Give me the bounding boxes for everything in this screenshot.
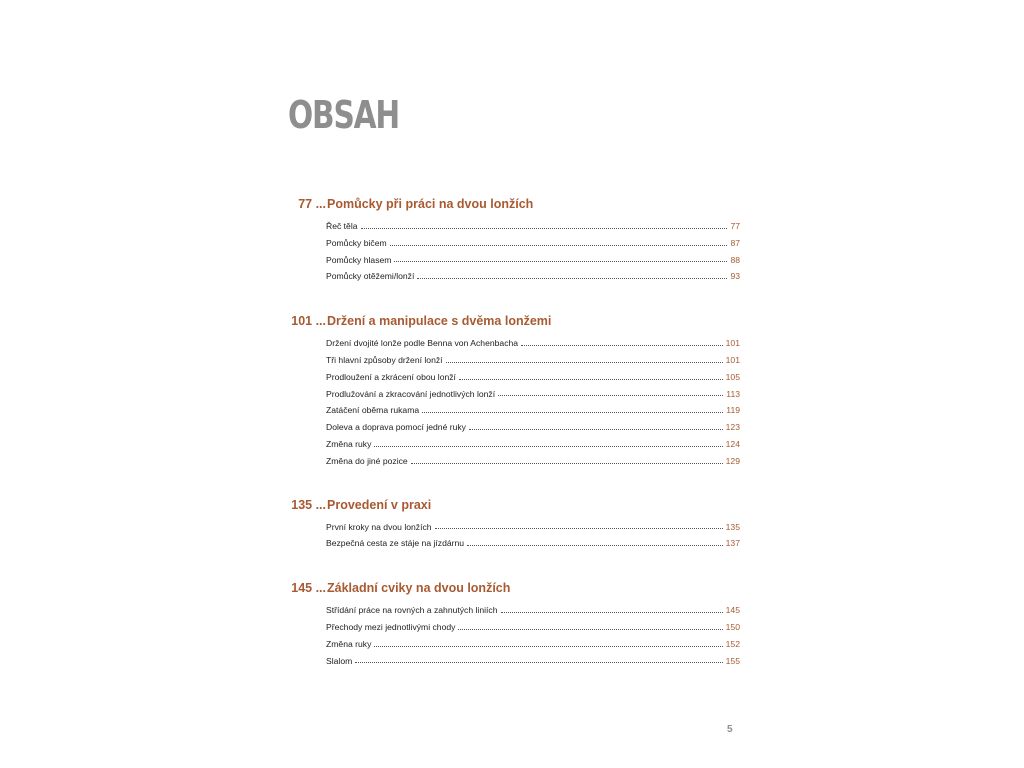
toc-entry[interactable] — [326, 436, 740, 453]
dot-leader — [458, 628, 722, 630]
dot-leader — [435, 527, 723, 529]
dot-leader — [467, 544, 723, 546]
entry-page-number: 87 — [730, 237, 740, 248]
toc-entry[interactable] — [326, 218, 740, 235]
entry-page-number: 119 — [726, 405, 740, 416]
dot-leader — [521, 344, 723, 346]
entry-page-number: 155 — [725, 655, 740, 666]
toc-entry[interactable] — [326, 619, 740, 636]
dot-leader — [501, 611, 723, 613]
toc-entry[interactable] — [326, 335, 740, 352]
section-heading[interactable] — [280, 195, 740, 213]
dot-leader — [411, 462, 723, 464]
toc-entry[interactable] — [326, 602, 740, 619]
entry-title: Prodloužení a zkrácení obou lonží — [326, 371, 456, 382]
entry-page-number: 129 — [725, 455, 740, 466]
section-entries — [326, 602, 740, 669]
entry-page-number: 137 — [725, 538, 740, 549]
section-page-number: 77 ... — [298, 197, 326, 211]
entry-page-number: 150 — [725, 621, 740, 632]
section-title: Základní cviky na dvou lonžích — [327, 581, 511, 596]
toc-entry[interactable] — [326, 535, 740, 552]
entry-title: Slalom — [326, 655, 353, 666]
entry-title: Změna ruky — [326, 438, 372, 449]
entry-page-number: 123 — [725, 422, 740, 433]
toc-entry[interactable] — [326, 402, 740, 419]
entry-title: Tři hlavní způsoby držení lonží — [326, 354, 443, 365]
toc-entry[interactable] — [326, 268, 740, 285]
entry-title: Změna ruky — [326, 638, 372, 649]
entry-page-number: 77 — [730, 221, 740, 231]
entry-page-number: 135 — [725, 521, 740, 532]
section-heading[interactable] — [280, 496, 740, 514]
toc-section — [280, 312, 740, 469]
toc-section — [280, 496, 740, 553]
toc-entry[interactable] — [326, 636, 740, 653]
section-page-number: 145 ... — [291, 581, 326, 596]
entry-title: Změna do jiné pozice — [326, 455, 408, 466]
entry-page-number: 105 — [725, 371, 740, 382]
entry-page-number: 93 — [730, 271, 740, 282]
toc-entry[interactable] — [326, 386, 740, 403]
entry-title: Doleva a doprava pomocí jedné ruky — [326, 422, 466, 433]
toc-entry[interactable] — [326, 352, 740, 369]
toc-entry[interactable] — [326, 235, 740, 252]
entry-title: Držení dvojité lonže podle Benna von Achenbacha — [326, 338, 519, 349]
entry-page-number: 101 — [725, 338, 740, 349]
page-number: 5 — [727, 724, 733, 735]
toc-entry[interactable] — [326, 653, 740, 670]
entry-title: Střídání práce na rovných a zahnutých liniích — [326, 605, 498, 616]
entry-page-number: 101 — [725, 354, 740, 365]
entry-page-number: 113 — [726, 388, 740, 399]
entry-title: Pomůcky otěžemi/lonží — [326, 271, 415, 282]
dot-leader — [394, 260, 727, 262]
entry-title: Prodlužování a zkracování jednotlivých lonží — [326, 388, 496, 399]
toc-entry[interactable] — [326, 453, 740, 470]
entry-page-number: 88 — [730, 254, 740, 265]
dot-leader — [361, 227, 728, 229]
toc-section — [280, 195, 740, 285]
entry-title: Zatáčení oběma rukama — [326, 405, 420, 416]
dot-leader — [390, 244, 728, 246]
dot-leader — [446, 361, 723, 363]
dot-leader — [459, 378, 723, 380]
entry-title: Řeč těla — [326, 221, 358, 231]
dot-leader — [498, 394, 723, 396]
section-page-number: 135 ... — [291, 497, 326, 512]
entry-page-number: 145 — [725, 605, 740, 616]
section-page-number: 101 ... — [291, 314, 326, 329]
entry-title: Pomůcky hlasem — [326, 254, 392, 265]
dot-leader — [355, 661, 722, 663]
dot-leader — [469, 428, 723, 430]
section-entries — [326, 218, 740, 285]
entry-page-number: 152 — [725, 638, 740, 649]
toc-entry[interactable] — [326, 419, 740, 436]
entry-title: Přechody mezi jednotlivými chody — [326, 621, 456, 632]
section-title: Držení a manipulace s dvěma lonžemi — [327, 314, 552, 329]
dot-leader — [374, 645, 722, 647]
section-heading[interactable] — [280, 579, 740, 597]
toc-section — [280, 579, 740, 669]
toc-entry[interactable] — [326, 519, 740, 536]
dot-leader — [422, 411, 723, 413]
page-title: OBSAH — [288, 93, 400, 137]
entry-title: První kroky na dvou lonžích — [326, 521, 432, 532]
section-entries — [326, 519, 740, 553]
section-title: Provedení v praxi — [327, 497, 432, 512]
entry-page-number: 124 — [725, 438, 740, 449]
toc-entry[interactable] — [326, 369, 740, 386]
table-of-contents — [280, 195, 740, 669]
dot-leader — [417, 277, 727, 279]
dot-leader — [374, 445, 722, 447]
entry-title: Pomůcky bičem — [326, 237, 387, 248]
toc-entry[interactable] — [326, 252, 740, 269]
section-title: Pomůcky při práci na dvou lonžích — [327, 197, 534, 211]
entry-title: Bezpečná cesta ze stáje na jízdárnu — [326, 538, 465, 549]
section-heading[interactable] — [280, 312, 740, 330]
section-entries — [326, 335, 740, 469]
